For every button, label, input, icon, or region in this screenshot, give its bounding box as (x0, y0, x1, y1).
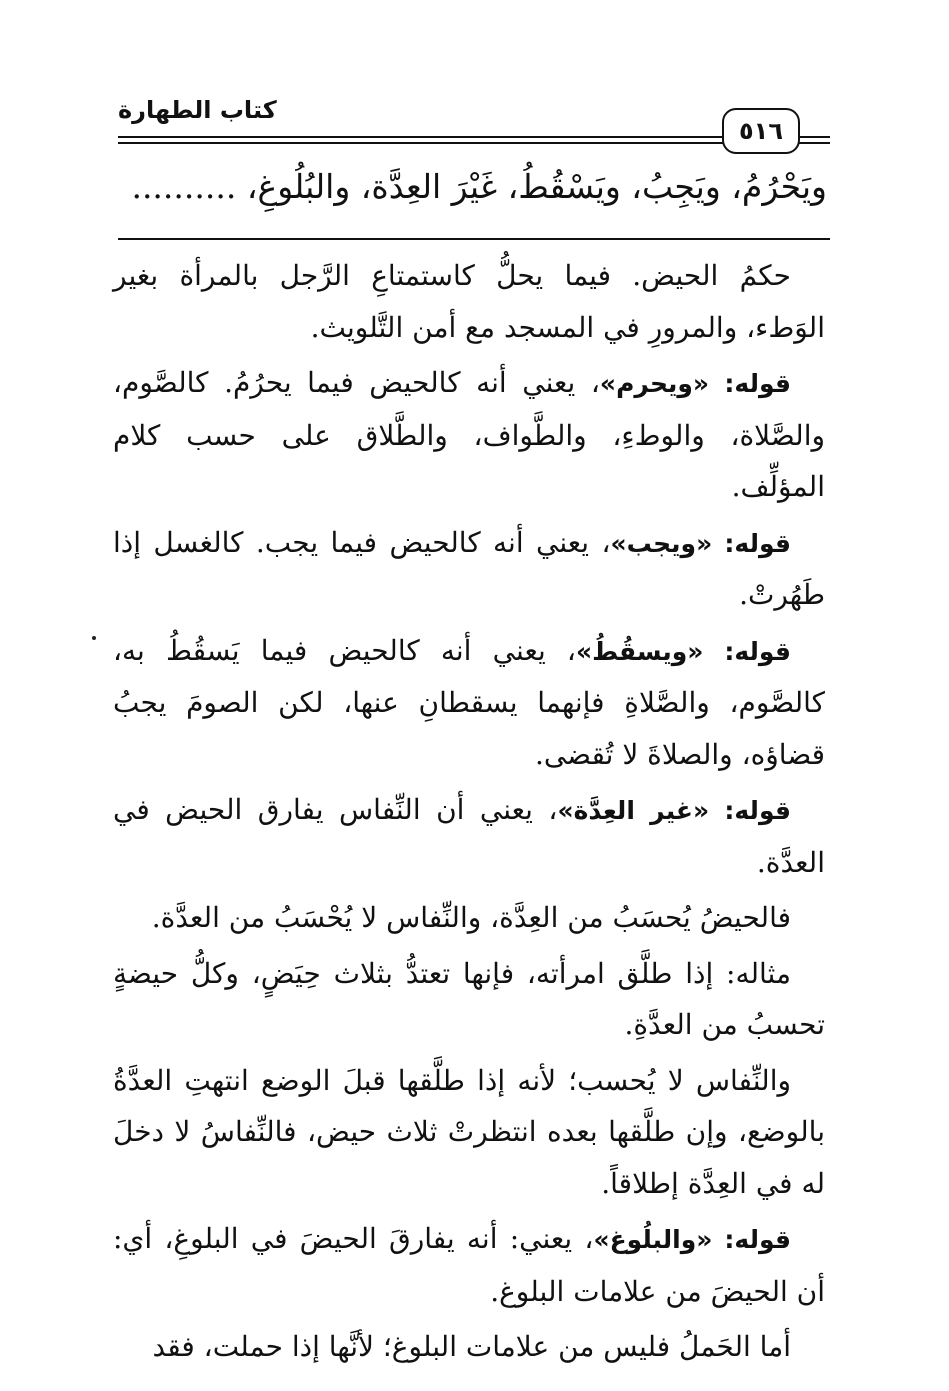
paragraph-text: ، يعني: أنه يفارقَ الحيضَ في البلوغِ، أي: أن الحيضَ من علامات البلوغ. (113, 1222, 825, 1308)
paragraph-text: ، يعني أن النِّفاس يفارق الحيض في العدَّة. (113, 793, 825, 879)
paragraph-text: ، يعني أنه كالحيض فيما يجب. كالغسل إذا طَهُرتْ. (113, 525, 825, 611)
paragraph-text: والنِّفاس لا يُحسب؛ لأنه إذا طلَّقها قبلَ الوضع انتهتِ العدَّةُ بالوضع، وإن طلَّقها بعده انتظرتْ ثلاث حيض، فالنِّفاسُ لا دخلَ له في العِدَّة إطلاقاً. (113, 1063, 825, 1200)
paragraph-8 (113, 1213, 825, 1317)
qawl-label: قوله: «ويسقُطُ» (575, 636, 791, 666)
paragraph-5 (113, 892, 825, 944)
paragraph-text: ، يعني أنه كالحيض فيما يَسقُطُ به، كالصَّوم، والصَّلاةِ فإنهما يسقطانِ عنها، لكن الصومَ يجبُ قضاؤه، والصلاةَ لا تُقضى. (113, 633, 825, 771)
paragraph-9 (113, 1321, 825, 1373)
qawl-label: قوله: «والبلُوغ» (593, 1225, 791, 1254)
paragraph-3 (113, 625, 825, 781)
paragraph-text: ، يعني أنه كالحيض فيما يحرُمُ. كالصَّوم، والصَّلاة، والوطءِ، والطَّواف، والطَّلاق على حسب كلام المؤلِّف. (113, 366, 825, 503)
paragraph-7 (113, 1055, 825, 1210)
scan-speck (92, 636, 96, 640)
paragraph-text: فالحيضُ يُحسَبُ من العِدَّة، والنِّفاس لا يُحْسَبُ من العدَّة. (151, 901, 791, 934)
paragraph-text: أما الحَملُ فليس من علامات البلوغ؛ لأنَّها إذا حملت، فقد (152, 1330, 791, 1363)
matn-text: ويَحْرُمُ، ويَجِبُ، ويَسْقُطُ، غَيْرَ العِدَّة، والبُلُوغِ، (246, 167, 827, 206)
matn-separator-rule (118, 238, 830, 240)
qawl-label: قوله: «ويحرم» (599, 369, 791, 398)
matn-dots: .......... (131, 167, 237, 206)
matn-line (121, 162, 827, 212)
book-title: كتاب الطهارة (118, 96, 277, 124)
page-header (118, 96, 830, 146)
paragraph-4 (113, 784, 825, 888)
paragraph-1 (113, 357, 825, 513)
paragraph-text: مثاله: إذا طلَّق امرأته، فإنها تعتدُّ بثلاث حِيَضٍ، وكلُّ حيضةٍ تحسبُ من العدَّةِ. (113, 956, 825, 1041)
qawl-label: قوله: «ويجب» (610, 528, 791, 558)
paragraph-6 (113, 948, 825, 1051)
paragraph-0 (113, 250, 825, 353)
paragraph-2 (113, 517, 825, 621)
paragraph-text: حكمُ الحيض. فيما يحلُّ كاستمتاعِ الرَّجل بالمرأة بغير الوَطء، والمرورِ في المسجد مع أمن التَّلويث. (113, 259, 825, 344)
page-number: ٥١٦ (722, 108, 800, 154)
commentary-body (113, 250, 825, 1377)
qawl-label: قوله: «غير العِدَّة» (557, 796, 791, 825)
